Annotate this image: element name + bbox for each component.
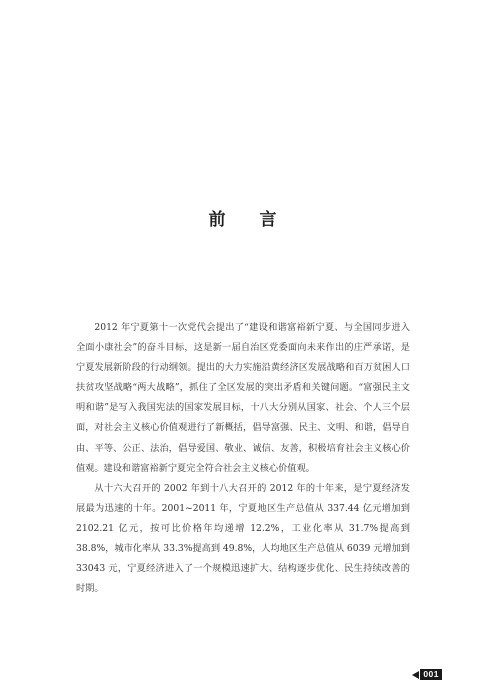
page-number-marker <box>412 669 442 680</box>
page-title: 前 言 <box>208 210 291 230</box>
paragraph-1: 2012 年宁夏第十一次党代会提出了“建设和谐富裕新宁夏、与全国同步进入全面小康社会”的奋斗目标，这是新一届自治区党委面向未来作出的庄严承诺，是宁夏发展新阶段的行动纲领。提出的大力实施沿黄经济区发展战略和百万贫困人口扶贫攻坚战略“两大战略”，抓住了全区发展的突出矛盾和关键问题。“富强民主文明和谐”是写入我国宪法的国家发展目标，十八大分别从国家、社会、个人三个层面，对社会主义核心价值观进行了新概括，倡导富强、民主、文明、和谐，倡导自由、平等、公正、法治，倡导爱国、敬业、诚信、友善，积极培育社会主义核心价值观。建设和谐富裕新宁夏完全符合社会主义核心价值观。 <box>76 322 410 474</box>
arrow-left-icon <box>412 671 419 679</box>
body-text <box>76 318 410 599</box>
page-number: 001 <box>420 669 442 680</box>
paragraph-2: 从十六大召开的 2002 年到十八大召开的 2012 年的十年来，是宁夏经济发展最为迅速的十年。2001~2011 年，宁夏地区生产总值从 337.44 亿元增加到 2102.21 亿元，按可比价格年均递增 12.2%，工业化率从 31.7%提高到 38.8%，城市化率从 33.3%提高到 49.8%，人均地区生产总值从 6039 元增加到 33043 元，宁夏经济进入了一个规模迅速扩大、结构逐步优化、民生持续改善的时期。 <box>76 482 410 595</box>
